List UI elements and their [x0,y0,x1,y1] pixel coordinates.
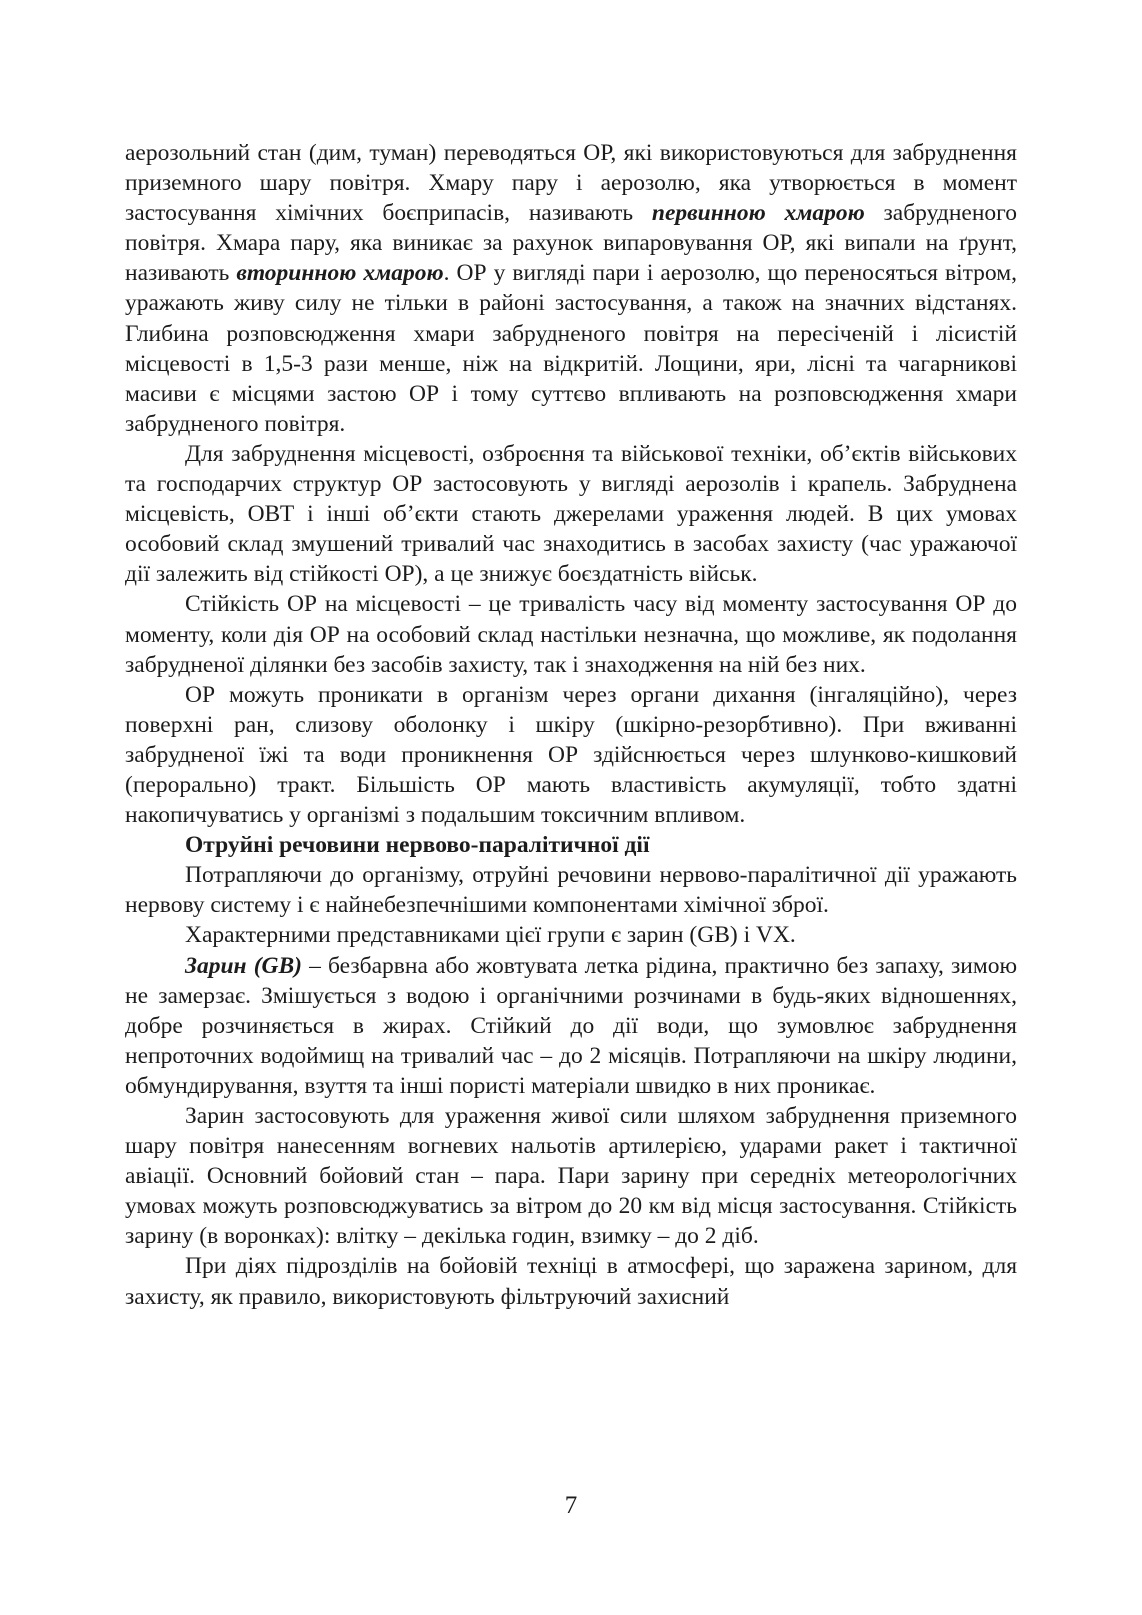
paragraph-sarin-use: Зарин застосовують для ураження живої сили шляхом забруднення приземного шару повітря нанесенням вогневих нальотів артилерією, ударами ракет і тактичної авіації. Основний бойовий стан – пара. Пари зарину при середніх метеорологічних умовах можуть розповсюджуватись за вітром до 20 км від місця застосування. Стійкість зарину (в воронках): влітку – декілька годин, взимку – до 2 діб. [125,1103,1017,1250]
paragraph-aerosol-clouds [125,138,1017,439]
text-run: забрудненого повітря. Хмара пару, яка виникає за рахунок випаровування ОР, які випали на ґрунт, називають [125,200,1017,287]
term-secondary-cloud: вторинною хмарою [236,260,444,287]
paragraph-sarin-protection: При діях підрозділів на бойовій техніці в атмосфері, що заражена зарином, для захисту, як правило, використовують фільтруючий захисний [125,1253,1017,1310]
term-primary-cloud: первинною хмарою [651,200,865,227]
text-run: аерозольний стан (дим, туман) переводяться ОР, які використовуються для забруднення приземного шару повітря. Хмару пару і аерозолю, яка утворюється в момент застосування хімічних боєприпасів, називають [125,140,1017,227]
page-number: 7 [564,1492,578,1519]
paragraph-representatives: Характерними представниками цієї групи є зарин (GB) і VX. [185,922,796,949]
paragraph-persistence: Стійкість ОР на місцевості – це тривалість часу від моменту застосування ОР до моменту, коли дія ОР на особовий склад настільки незначна, що можливе, як подолання забрудненої ділянки без засобів захисту, так і знаходження на ній без них. [125,591,1017,678]
document-page [125,138,1017,1312]
paragraph-nerve-agents-intro: Потрапляючи до організму, отруйні речовини нервово-паралітичної дії уражають нервову систему і є найнебезпечнішими компонентами хімічної зброї. [125,862,1017,919]
paragraph-terrain-contamination: Для забруднення місцевості, озброєння та військової техніки, об’єктів військових та господарчих структур ОР застосовують у вигляді аерозолів і крапель. Забруднена місцевість, ОВТ і інші об’єкти стають джерелами ураження людей. В цих умовах особовий склад змушений тривалий час знаходитись в засобах захисту (час уражаючої дії залежить від стійкості ОР), а це знижує боєздатність військ. [125,440,1017,588]
section-heading-nerve-agents: Отруйні речовини нервово-паралітичної дії [185,832,650,859]
paragraph-sarin-properties [125,951,1017,1101]
text-run: . ОР у вигляді пари і аерозолю, що переносяться вітром, уражають живу силу не тільки в районі застосування, а також на значних відстанях. Глибина розповсюдження хмари забрудненого повітря на пересіченій і лісистій місцевості в 1,5-3 рази менше, ніж на відкритій. Лощини, яри, лісні та чагарникові масиви є місцями застою ОР і тому суттєво впливають на розповсюдження хмари забрудненого повітря. [125,260,1017,437]
text-run: – безбарвна або жовтувата летка рідина, практично без запаху, зимою не замерзає. Змішується з водою і органічними розчинами в будь-яких відношеннях, добре розчиняється в жирах. Стійкий до дії води, що зумовлює забруднення непроточних водоймищ на тривалий час – до 2 місяців. Потрапляючи на шкіру людини, обмундирування, взуття та інші пористі матеріали швидко в них проникає. [125,952,1018,1099]
paragraph-entry-routes: ОР можуть проникати в організм через органи дихання (інгаляційно), через поверхні ран, слизову оболонку і шкіру (шкірно-резорбтивно). При вживанні забрудненої їжі та води проникнення ОР здійснюється через шлунково-кишковий (перорально) тракт. Більшість ОР мають властивість акумуляції, тобто здатні накопичуватись у організмі з подальшим токсичним впливом. [125,681,1017,829]
term-sarin: Зарин (GB) [185,952,303,979]
